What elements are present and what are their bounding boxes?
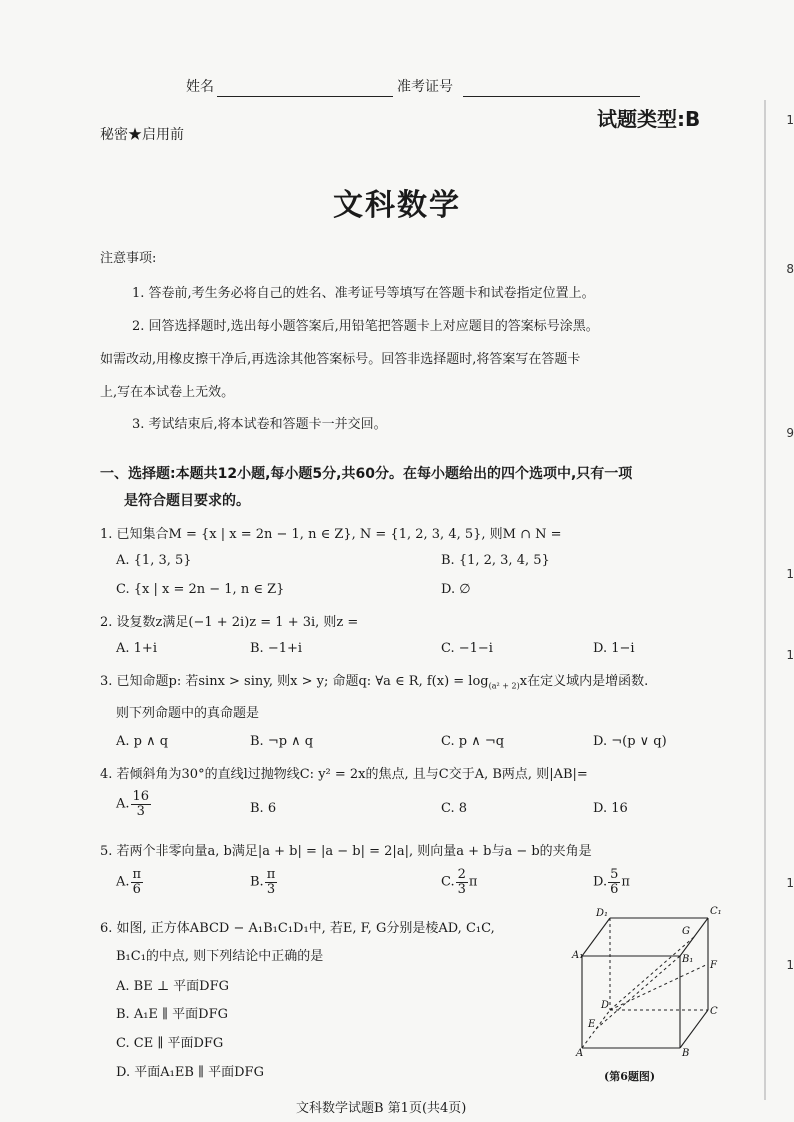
page-title: 文科数学	[333, 188, 461, 223]
option-a: A. BE ⊥ 平面DFG	[116, 979, 230, 994]
denominator: 3	[457, 881, 466, 897]
notice-item: 如需改动,用橡皮擦干净后,再选涂其他答案标号。回答非选择题时,将答案写在答题卡	[100, 352, 581, 367]
cube-edge	[582, 918, 610, 956]
option-d: D. 1−i	[593, 641, 635, 656]
option-c: C. −1−i	[441, 641, 493, 656]
denominator: 6	[610, 881, 619, 897]
option-d: D. 16	[593, 801, 628, 816]
option-letter: D.	[593, 874, 608, 890]
numerator: 5	[610, 867, 619, 882]
option-c: C. 8	[441, 801, 468, 816]
option-c: C. p ∧ ¬q	[441, 734, 505, 749]
question-stem	[100, 670, 648, 691]
stem-part: 3. 已知命题p: 若sinx > siny, 则x > y; 命题q: ∀a ∈ R, f(x) = log	[100, 674, 489, 689]
notice-item: 2. 回答选择题时,选出每小题答案后,用铅笔把答题卡上对应题目的答案标号涂黑。	[132, 319, 599, 334]
option-c: C. {x | x = 2n − 1, n ∈ Z}	[116, 582, 285, 597]
pi-symbol: π	[621, 874, 630, 890]
option-a: A. p ∧ q	[116, 734, 169, 749]
label-B1: B₁	[682, 954, 694, 965]
margin-mark: 9	[786, 426, 794, 440]
option-c	[441, 868, 477, 896]
numerator: 16	[132, 789, 150, 804]
numerator: π	[266, 867, 276, 882]
option-letter: B.	[250, 874, 264, 890]
margin-rule	[764, 100, 766, 1100]
margin-mark: 1	[786, 648, 794, 662]
question-stem: 2. 设复数z满足(−1 + 2i)z = 1 + 3i, 则z =	[100, 615, 359, 630]
option-b: B. −1+i	[250, 641, 303, 656]
fraction	[456, 868, 468, 896]
cube-edge	[680, 1010, 708, 1048]
denominator: 6	[132, 881, 141, 897]
numerator: π	[132, 867, 142, 882]
label-G: G	[682, 926, 690, 937]
notice-item: 上,写在本试卷上无效。	[100, 385, 235, 400]
label-A1: A₁	[572, 950, 584, 961]
option-letter: A.	[116, 874, 130, 890]
dashed-EB1	[596, 956, 680, 1029]
question-stem: 6. 如图, 正方体ABCD − A₁B₁C₁D₁中, 若E, F, G分别是棱AD, C₁C,	[100, 921, 495, 936]
denominator: 3	[266, 881, 276, 897]
notice-item: 1. 答卷前,考生务必将自己的姓名、准考证号等填写在答题卡和试卷指定位置上。	[132, 286, 595, 301]
dashed-DG	[610, 937, 694, 1010]
label-F: F	[710, 960, 717, 971]
ticket-blank	[463, 78, 640, 97]
option-a: A. 1+i	[116, 641, 157, 656]
option-b	[250, 868, 278, 896]
label-D1: D₁	[596, 908, 609, 919]
option-b: B. ¬p ∧ q	[250, 734, 314, 749]
margin-mark: 8	[786, 262, 794, 276]
stem-part: x在定义域内是增函数.	[519, 674, 649, 689]
section-heading: 一、选择题:本题共12小题,每小题5分,共60分。在每小题给出的四个选项中,只有一项	[100, 466, 633, 482]
margin-mark: 1	[786, 113, 794, 127]
option-a	[116, 790, 152, 818]
figure-caption: (第6题图)	[604, 1070, 656, 1083]
question-stem: 4. 若倾斜角为30°的直线l过抛物线C: y² = 2x的焦点, 且与C交于A, B两点, 则|AB|=	[100, 767, 588, 782]
label-D: D	[601, 1000, 610, 1011]
fraction	[131, 790, 152, 818]
option-a	[116, 868, 144, 896]
question-stem: 1. 已知集合M = {x | x = 2n − 1, n ∈ Z}, N = {1, 2, 3, 4, 5}, 则M ∩ N =	[100, 527, 562, 542]
cube-edge	[680, 918, 708, 956]
dashed-DF	[610, 964, 708, 1010]
margin-mark: 1	[786, 567, 794, 581]
fraction	[131, 868, 144, 896]
numerator: 2	[457, 867, 466, 882]
margin-mark: 1	[786, 958, 794, 972]
label-B: B	[682, 1048, 690, 1059]
paper-type: 试题类型:B	[597, 107, 701, 131]
notice-heading: 注意事项:	[100, 251, 157, 266]
label-A: A	[576, 1048, 584, 1059]
log-base: (a² + 2)	[488, 681, 520, 691]
denominator: 3	[136, 803, 145, 819]
cube-figure	[570, 900, 730, 1070]
option-letter: A.	[116, 796, 130, 812]
pi-symbol: π	[468, 874, 478, 890]
option-d: D. ∅	[441, 582, 471, 597]
question-stem: 5. 若两个非零向量a, b满足|a + b| = |a − b| = 2|a|, 则向量a + b与a − b的夹角是	[100, 844, 592, 859]
fraction	[608, 868, 620, 896]
option-c: C. CE ∥ 平面DFG	[116, 1036, 224, 1051]
label-E: E	[588, 1019, 596, 1030]
option-letter: C.	[441, 874, 455, 890]
ticket-label: 准考证号	[397, 79, 453, 95]
label-C1: C₁	[710, 906, 722, 917]
option-b: B. A₁E ∥ 平面DFG	[116, 1007, 229, 1022]
notice-item: 3. 考试结束后,将本试卷和答题卡一并交回。	[132, 417, 387, 432]
option-b: B. {1, 2, 3, 4, 5}	[441, 553, 550, 568]
option-b: B. 6	[250, 801, 277, 816]
option-a: A. {1, 3, 5}	[116, 553, 192, 568]
question-stem-cont: 则下列命题中的真命题是	[116, 706, 260, 721]
question-stem-cont: B₁C₁的中点, 则下列结论中正确的是	[116, 949, 324, 964]
option-d: D. 平面A₁EB ∥ 平面DFG	[116, 1065, 264, 1080]
fraction	[265, 868, 278, 896]
page-footer: 文科数学试题B 第1页(共4页)	[296, 1101, 467, 1116]
secret-label: 秘密★启用前	[100, 127, 184, 143]
name-blank	[217, 78, 393, 97]
label-C: C	[710, 1006, 718, 1017]
option-d: D. ¬(p ∨ q)	[593, 734, 667, 749]
section-heading-cont: 是符合题目要求的。	[124, 493, 250, 509]
margin-mark: 1	[786, 876, 794, 890]
name-label: 姓名	[186, 79, 214, 95]
option-d	[593, 868, 630, 896]
